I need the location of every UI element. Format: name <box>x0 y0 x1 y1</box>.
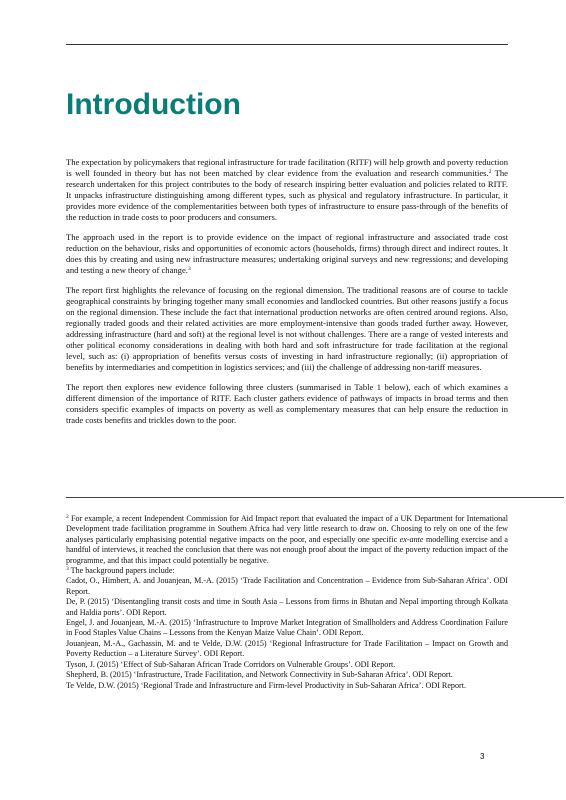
footnotes <box>66 514 508 691</box>
footnote-separator <box>66 497 564 498</box>
footnote-2-text-cont: modelling exercise and a handful of interviews, it reached the conclusion that there was not enough proof about the impact of the poverty reduction impact of the programme, and that this impact could potentially be negative. <box>66 534 508 565</box>
header-rule <box>66 44 508 45</box>
footnote-marker-3: 3 <box>66 566 69 573</box>
reference-item: Engel, J. and Jouanjean, M.-A. (2015) ‘Infrastructure to Improve Market Integration of Smallholders and Address Coordination Failure in Food Staples Value Chains – Lessons from the Kenyan Maize Value Chain’. ODI Report. <box>66 618 508 638</box>
paragraph-4: The report then explores new evidence following three clusters (summarised in Table 1 below), each of which examines a different dimension of the importance of RITF. Each cluster gathers evidence of pathways of impacts in broad terms and then considers specific examples of impacts on poverty as well as complementary measures that can help ensure the reduction in trade costs benefits and trickles down to the poor. <box>66 382 508 425</box>
paragraph-1-text-cont: The research undertaken for this project contributes to the body of research inspiring better evaluation and policies related to RITF. It unpacks infrastructure distinguishing among different types, such as physical and regulatory infrastructure. In particular, it provides more evidence of the complementarities between both types of infrastructure to ensure pass-through of the benefits of the reduction in trade costs to poor producers and consumers. <box>66 168 508 222</box>
footnote-2-text: For example, a recent Independent Commission for Aid Impact report that evaluated the impact of a UK Department for International Development trade facilitation programme in Southern Africa had very little research to draw on. Choosing to rely on one of the few analyses particularly emphasising potential negative impacts on the poor, and especially one specific <box>66 514 508 544</box>
footnote-3 <box>66 566 508 576</box>
reference-item: Tyson, J. (2015) ‘Effect of Sub-Saharan African Trade Corridors on Vulnerable Groups’. ODI Report. <box>66 659 396 669</box>
paragraph-2-text: The approach used in the report is to provide evidence on the impact of regional infrastructure and associated trade cost reduction on the behaviour, risks and opportunities of economic actors (households, firms) through direct and indirect routes. It does this by creating and using new infrastructure measures; undertaking original surveys and new regressions; and developing and testing a new theory of change. <box>66 232 508 275</box>
reference-item: Cadot, O., Himbert, A. and Jouanjean, M.-A. (2015) ‘Trade Facilitation and Concentration – Evidence from Sub-Saharan Africa’. ODI Report. <box>66 576 508 596</box>
reference-item: De, P. (2015) ‘Disentangling transit costs and time in South Asia – Lessons from firms in Bhutan and Nepal importing through Kolkata and Haldia ports’. ODI Report. <box>66 597 508 617</box>
footnote-ref-3[interactable]: 3 <box>187 266 191 272</box>
paragraph-3: The report first highlights the relevance of focusing on the regional dimension. The traditional reasons are of course to tackle geographical constraints by bringing together many small economies and landlocked countries. But other reasons justify a focus on the regional dimension. These include the fact that international production networks are often centred around regions. Also, regionally traded goods and their related activities are more employment-intensive than goods traded further away. However, addressing infrastructure (hard and soft) at the regional level is not without challenges. There are a range of vested interests and other political economy considerations in dealing with both hard and soft infrastructure for trade facilitation at the regional level, such as: (i) appropriation of benefits versus costs of investing in hard infrastructure regionally; (ii) appropriation of benefits by intermediaries and competition in logistics services; and (iii) the challenge of addressing non-tariff measures. <box>66 285 508 372</box>
page-title: Introduction <box>66 88 241 121</box>
footnote-2 <box>66 514 508 566</box>
paragraph-1-text: The expectation by policymakers that regional infrastructure for trade facilitation (RITF) will help growth and poverty reduction is well founded in theory but has not been matched by clear evidence from the evaluation and research communities. <box>66 157 508 178</box>
footnote-2-italic: ex-ante <box>399 534 424 544</box>
page-number: 3 <box>480 752 485 761</box>
paragraph-1 <box>66 157 508 223</box>
reference-item: Te Velde, D.W. (2015) ‘Regional Trade and Infrastructure and Firm-level Productivity in Sub-Saharan Africa’. ODI Report. <box>66 680 466 690</box>
reference-item: Jouanjean, M.-A., Gachassin, M. and te Velde, D.W. (2015) ‘Regional Infrastructure for Trade Facilitation – Impact on Growth and Poverty Reduction – a Literature Survey’. ODI Report. <box>66 638 508 659</box>
footnote-marker-2: 2 <box>66 514 69 520</box>
body-text <box>66 157 508 435</box>
reference-item: Shepherd, B. (2015) ‘Infrastructure, Trade Facilitation, and Network Connectivity in Sub-Saharan Africa’. ODI Report. <box>66 670 453 680</box>
footnote-3-text: The background papers include: <box>68 566 175 576</box>
footnote-ref-2[interactable]: 2 <box>488 169 492 175</box>
paragraph-2 <box>66 232 508 276</box>
